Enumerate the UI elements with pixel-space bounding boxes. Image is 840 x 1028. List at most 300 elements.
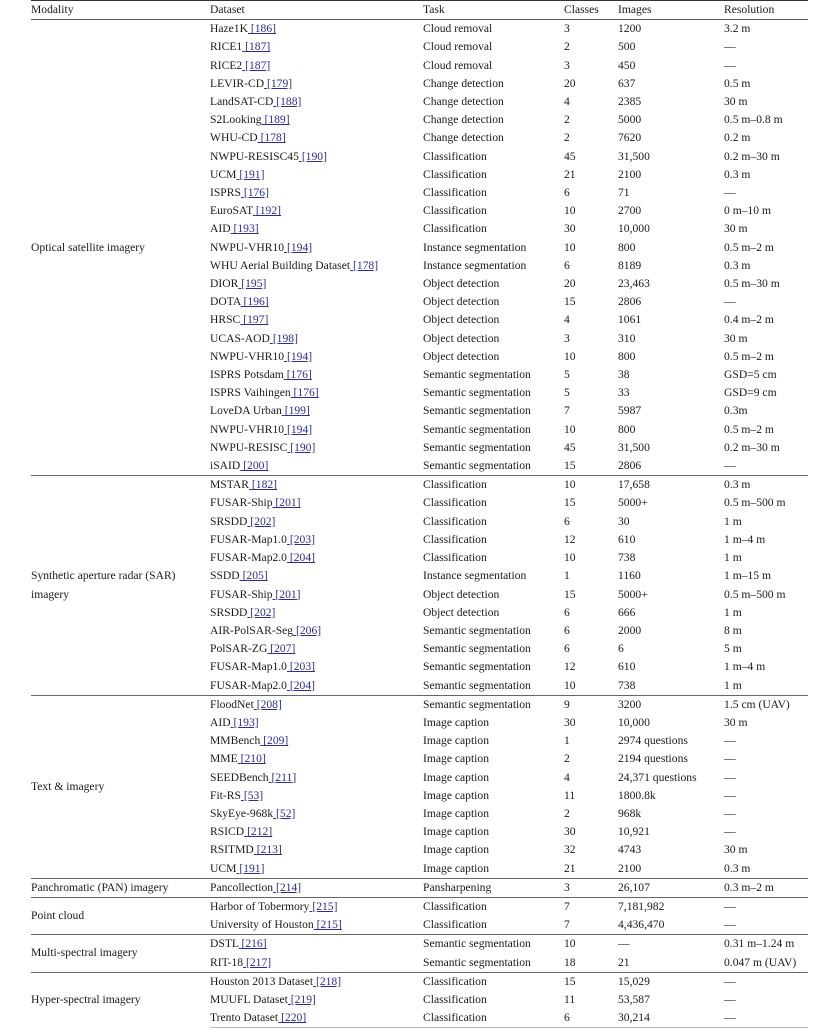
dataset-cell [210,860,423,879]
images-cell: 7620 [618,131,642,145]
resolution-cell: — [724,752,736,766]
citation-link[interactable]: [189] [264,113,290,127]
resolution-cell: 1 m [724,605,742,619]
dataset-name: Fit-RS [210,788,241,802]
images-cell: 31,500 [618,149,650,163]
task-cell: Classification [423,496,487,510]
resolution-cell: 0.3 m [724,167,751,181]
dataset-name: ISPRS [210,186,241,200]
dataset-cell [210,586,423,604]
dataset-name: DIOR [210,277,239,291]
resolution-cell: — [724,1009,808,1028]
citation-link[interactable]: [215] [316,918,342,932]
citation-link[interactable]: [187] [245,40,271,54]
dataset-name: MME [210,752,238,766]
resolution-cell: 1.5 cm (UAV) [724,695,808,714]
dataset-cell [210,916,423,935]
classes-cell: 10 [564,476,618,495]
task-cell: Classification [423,149,487,163]
dataset-name: DOTA [210,295,241,309]
classes-cell: 20 [564,277,576,291]
classes-cell: 6 [564,605,570,619]
classes-cell: 32 [564,843,576,857]
dataset-cell [210,732,423,750]
dataset-name: UCAS-AOD [210,331,270,345]
images-cell: 38 [618,368,630,382]
task-cell: Semantic segmentation [423,459,531,473]
citation-link[interactable]: [204] [289,551,316,565]
classes-cell: 20 [564,76,576,90]
citation-link[interactable]: [187] [245,58,271,72]
dataset-name: PolSAR-ZG [210,642,268,656]
citation-link[interactable]: [202] [250,605,276,619]
dataset-name: AID [210,222,231,236]
citation-link[interactable]: [201] [275,587,301,601]
dataset-name: S2Looking [210,113,262,127]
classes-cell: 2 [564,40,570,54]
classes-cell: 6 [564,186,570,200]
dataset-name: ISPRS Potsdam [210,368,284,382]
task-cell: Change detection [423,113,504,127]
resolution-cell: 0.2 m–30 m [724,149,780,163]
dataset-name: Pancollection [210,880,274,894]
table-header-row [31,1,808,20]
images-cell: 1160 [618,569,641,583]
dataset-name: University of Houston [210,918,314,932]
dataset-cell [210,567,423,585]
dataset-cell [210,878,423,897]
resolution-cell: 1 m–4 m [724,660,766,674]
dataset-cell [210,93,423,111]
classes-cell: 10 [564,678,576,692]
task-cell: Semantic segmentation [423,368,531,382]
citation-link[interactable]: [219] [290,992,316,1006]
dataset-cell [210,57,423,75]
resolution-cell: — [724,918,736,932]
classes-cell: 11 [564,992,576,1006]
citation-link[interactable]: [178] [260,131,286,145]
task-cell: Classification [423,972,564,991]
citation-link[interactable]: [176] [286,368,312,382]
dataset-cell [210,421,423,439]
dataset-cell [210,129,423,147]
dataset-name: LoveDA Urban [210,404,282,418]
images-cell: 33 [618,386,630,400]
task-cell: Classification [423,1009,564,1028]
task-cell: Object detection [423,313,500,327]
task-cell: Instance segmentation [423,240,527,254]
resolution-cell: 1 m–4 m [724,532,766,546]
citation-link[interactable]: [218] [315,974,342,988]
dataset-name: iSAID [210,459,241,473]
task-cell: Image caption [423,752,489,766]
images-cell: 6 [618,642,624,656]
classes-cell: 6 [564,1009,618,1028]
citation-link[interactable]: [213] [256,843,282,857]
citation-link[interactable]: [195] [241,277,267,291]
citation-link[interactable]: [216] [241,937,267,951]
dataset-cell [210,531,423,549]
dataset-cell [210,841,423,859]
citation-link[interactable]: [188] [276,95,302,109]
dataset-name: RICE2 [210,58,243,72]
classes-cell: 1 [564,734,570,748]
citation-link[interactable]: [217] [245,955,272,969]
task-cell: Semantic segmentation [423,955,531,969]
classes-cell: 10 [564,935,618,954]
classes-cell: 21 [564,167,576,181]
dataset-name: Haze1K [210,22,248,36]
task-cell: Classification [423,186,487,200]
dataset-cell [210,677,423,696]
task-cell: Image caption [423,843,489,857]
dataset-cell [210,38,423,56]
classes-cell: 3 [564,22,570,36]
images-cell: 968k [618,806,642,820]
header-modality: Modality [31,1,210,20]
citation-link[interactable]: [178] [352,258,379,272]
citation-link[interactable]: [206] [296,623,322,637]
classes-cell: 1 [564,569,570,583]
citation-link[interactable]: [196] [243,295,269,309]
resolution-cell: 30 m [724,331,748,345]
task-cell: Classification [423,204,487,218]
dataset-cell [210,75,423,93]
images-cell: 8189 [618,258,642,272]
task-cell: Semantic segmentation [423,660,531,674]
resolution-cell: 30 m [724,843,748,857]
classes-cell: 4 [564,313,570,327]
resolution-cell: — [724,770,736,784]
task-cell: Object detection [423,587,500,601]
table-row [31,897,808,916]
task-cell: Semantic segmentation [423,695,564,714]
images-cell: 24,371 questions [618,770,697,784]
table-row [31,20,808,39]
resolution-cell: — [724,825,736,839]
dataset-cell [210,897,423,916]
images-cell: 17,658 [618,476,724,495]
images-cell: 2100 [618,861,642,875]
dataset-cell [210,513,423,531]
classes-cell: 9 [564,695,618,714]
resolution-cell: — [724,186,736,200]
citation-link[interactable]: [182] [251,478,278,492]
citation-link[interactable]: [194] [286,349,313,363]
images-cell: 5000+ [618,587,648,601]
citation-link[interactable]: [201] [275,496,301,510]
modality-cell: Multi-spectral imagery [31,935,210,972]
images-cell: 2974 questions [618,734,688,748]
images-cell: 3200 [618,695,724,714]
dataset-name: FUSAR-Ship [210,587,273,601]
task-cell: Instance segmentation [423,258,527,272]
task-cell: Object detection [423,605,500,619]
resolution-cell: 0.5 m–30 m [724,277,780,291]
resolution-cell: 0.3 m–2 m [724,878,808,897]
dataset-cell [210,111,423,129]
resolution-cell: GSD=9 cm [724,386,777,400]
resolution-cell: 0.5 m–2 m [724,240,774,254]
classes-cell: 12 [564,660,576,674]
task-cell: Image caption [423,770,489,784]
citation-link[interactable]: [203] [289,532,316,546]
images-cell: 26,107 [618,878,724,897]
classes-cell: 30 [564,825,576,839]
dataset-cell [210,476,423,495]
resolution-cell: — [724,734,736,748]
dataset-name: LEVIR-CD [210,76,265,90]
citation-link[interactable]: [204] [289,678,316,692]
resolution-cell: — [724,295,736,309]
resolution-cell: — [724,40,736,54]
dataset-name: ISPRS Vaihingen [210,386,291,400]
dataset-cell [210,750,423,768]
resolution-cell: 0.5 m–2 m [724,422,774,436]
resolution-cell: 0 m–10 m [724,204,772,218]
resolution-cell: 0.5 m–500 m [724,587,786,601]
resolution-cell: 30 m [724,95,748,109]
resolution-cell: 0.5 m–0.8 m [724,113,783,127]
images-cell: 2806 [618,459,642,473]
classes-cell: 45 [564,440,576,454]
dataset-cell [210,202,423,220]
classes-cell: 4 [564,95,570,109]
classes-cell: 4 [564,770,570,784]
task-cell: Semantic segmentation [423,404,531,418]
classes-cell: 2 [564,113,570,127]
images-cell: 10,000 [618,715,650,729]
resolution-cell: 0.5 m [724,76,751,90]
citation-link[interactable]: [176] [293,386,319,400]
citation-link[interactable]: [193] [233,715,259,729]
resolution-cell: — [724,788,736,802]
images-cell: 5987 [618,404,642,418]
classes-cell: 7 [564,404,570,418]
modality-cell: Optical satellite imagery [31,240,145,254]
citation-link[interactable]: [203] [289,660,316,674]
dataset-name: RIT-18 [210,955,244,969]
citation-link[interactable]: [209] [263,734,289,748]
images-cell: 738 [618,551,636,565]
task-cell: Image caption [423,861,489,875]
classes-cell: 21 [564,861,576,875]
citation-link[interactable]: [190] [290,440,316,454]
images-cell: 15,029 [618,972,724,991]
task-cell: Semantic segmentation [423,935,564,954]
citation-link[interactable]: [197] [243,313,269,327]
task-cell: Classification [423,167,487,181]
dataset-cell [210,439,423,457]
images-cell: 610 [618,532,636,546]
citation-link[interactable]: [202] [250,514,276,528]
dataset-name: NWPU-RESISC45 [210,149,299,163]
dataset-name: NWPU-RESISC [210,440,288,454]
classes-cell: 15 [564,587,576,601]
dataset-name: WHU-CD [210,131,258,145]
dataset-cell [210,311,423,329]
task-cell: Image caption [423,734,489,748]
classes-cell: 5 [564,368,570,382]
classes-cell: 10 [564,204,576,218]
citation-link[interactable]: [194] [286,240,313,254]
dataset-cell [210,275,423,293]
task-cell: Classification [423,918,487,932]
images-cell: 800 [618,422,636,436]
resolution-cell: 0.3 m [724,476,808,495]
dataset-cell [210,787,423,805]
citation-link[interactable]: [220] [281,1011,307,1025]
images-cell: 738 [618,678,636,692]
table-row [31,695,808,714]
classes-cell: 30 [564,222,576,236]
classes-cell: 10 [564,349,576,363]
dataset-name: MUUFL Dataset [210,992,288,1006]
dataset-cell [210,20,423,39]
header-resolution: Resolution [724,1,808,20]
dataset-cell [210,972,423,991]
citation-link[interactable]: [193] [233,222,259,236]
task-cell: Classification [423,897,564,916]
resolution-cell: 8 m [724,623,742,637]
images-cell: 2385 [618,95,642,109]
dataset-name: AIR-PolSAR-Seg [210,623,294,637]
citation-link[interactable]: [212] [247,825,273,839]
citation-link[interactable]: [52] [276,806,296,820]
dataset-name: SSDD [210,569,240,583]
task-cell: Semantic segmentation [423,623,531,637]
images-cell: 1061 [618,313,642,327]
resolution-cell: 0.047 m (UAV) [724,955,797,969]
citation-link[interactable]: [191] [239,167,265,181]
dataset-cell [210,166,423,184]
dataset-cell [210,714,423,732]
citation-link[interactable]: [198] [272,331,298,345]
citation-link[interactable]: [179] [267,76,293,90]
dataset-cell [210,457,423,476]
dataset-name: Houston 2013 Dataset [210,974,314,988]
images-cell: 5000 [618,113,642,127]
dataset-cell [210,330,423,348]
dataset-cell [210,402,423,420]
images-cell: 1200 [618,22,642,36]
classes-cell: 10 [564,422,576,436]
dataset-cell [210,805,423,823]
task-cell: Change detection [423,131,504,145]
classes-cell: 15 [564,972,618,991]
citation-link[interactable]: [191] [239,861,265,875]
task-cell: Instance segmentation [423,569,527,583]
citation-link[interactable]: [214] [276,880,302,894]
dataset-cell [210,604,423,622]
images-cell: 4743 [618,843,642,857]
dataset-cell [210,769,423,787]
citation-link[interactable]: [211] [271,770,297,784]
table-row [31,972,808,991]
classes-cell: 10 [564,240,576,254]
classes-cell: 6 [564,642,570,656]
classes-cell: 5 [564,386,570,400]
citation-link[interactable]: [192] [255,204,281,218]
classes-cell: 30 [564,715,576,729]
resolution-cell: 5 m [724,642,742,656]
citation-link[interactable]: [215] [312,899,338,913]
classes-cell: 7 [564,897,618,916]
dataset-cell [210,823,423,841]
citation-link[interactable]: [186] [250,22,277,36]
citation-link[interactable]: [205] [242,569,268,583]
images-cell: 610 [618,660,636,674]
resolution-cell: 1 m–15 m [724,569,772,583]
dataset-cell [210,257,423,275]
dataset-name: NWPU-VHR10 [210,422,285,436]
images-cell: 21 [618,955,630,969]
dataset-name: Harbor of Tobermory [210,899,310,913]
citation-link[interactable]: [208] [256,697,282,711]
citation-link[interactable]: [207] [270,642,296,656]
citation-link[interactable]: [210] [240,752,266,766]
classes-cell: 2 [564,806,570,820]
dataset-name: WHU Aerial Building Dataset [210,258,351,272]
citation-link[interactable]: [200] [243,459,269,473]
dataset-name: SRSDD [210,514,248,528]
task-cell: Image caption [423,806,489,820]
dataset-cell [210,954,423,973]
citation-link[interactable]: [194] [286,422,313,436]
task-cell: Semantic segmentation [423,642,531,656]
citation-link[interactable]: [190] [301,149,327,163]
dataset-name: RICE1 [210,40,243,54]
header-task: Task [423,1,564,20]
table-row [31,935,808,954]
citation-link[interactable]: [199] [284,404,310,418]
resolution-cell: 1 m [724,551,742,565]
task-cell: Semantic segmentation [423,422,531,436]
dataset-name: UCM [210,167,237,181]
dataset-cell [210,239,423,257]
images-cell: 450 [618,58,636,72]
resolution-cell: — [724,972,808,991]
images-cell: 2100 [618,167,642,181]
dataset-cell [210,991,423,1009]
citation-link[interactable]: [176] [243,186,269,200]
classes-cell: 3 [564,878,618,897]
dataset-name: FUSAR-Ship [210,496,273,510]
dataset-name: DSTL [210,937,239,951]
resolution-cell: 0.2 m [724,131,751,145]
resolution-cell: 0.31 m–1.24 m [724,935,808,954]
classes-cell: 2 [564,752,570,766]
dataset-cell [210,384,423,402]
task-cell: Classification [423,551,487,565]
dataset-cell [210,1009,423,1028]
datasets-table [31,0,808,1028]
classes-cell: 12 [564,532,576,546]
header-dataset: Dataset [210,1,423,20]
task-cell: Classification [423,222,487,236]
resolution-cell: 3.2 m [724,22,751,36]
citation-link[interactable]: [53] [243,788,264,802]
classes-cell: 15 [564,295,576,309]
resolution-cell: — [724,897,808,916]
task-cell: Classification [423,476,564,495]
dataset-name: MSTAR [210,478,250,492]
dataset-cell [210,220,423,238]
task-cell: Classification [423,532,487,546]
task-cell: Pansharpening [423,878,564,897]
task-cell: Classification [423,992,487,1006]
modality-cell: Hyper-spectral imagery [31,972,210,1028]
